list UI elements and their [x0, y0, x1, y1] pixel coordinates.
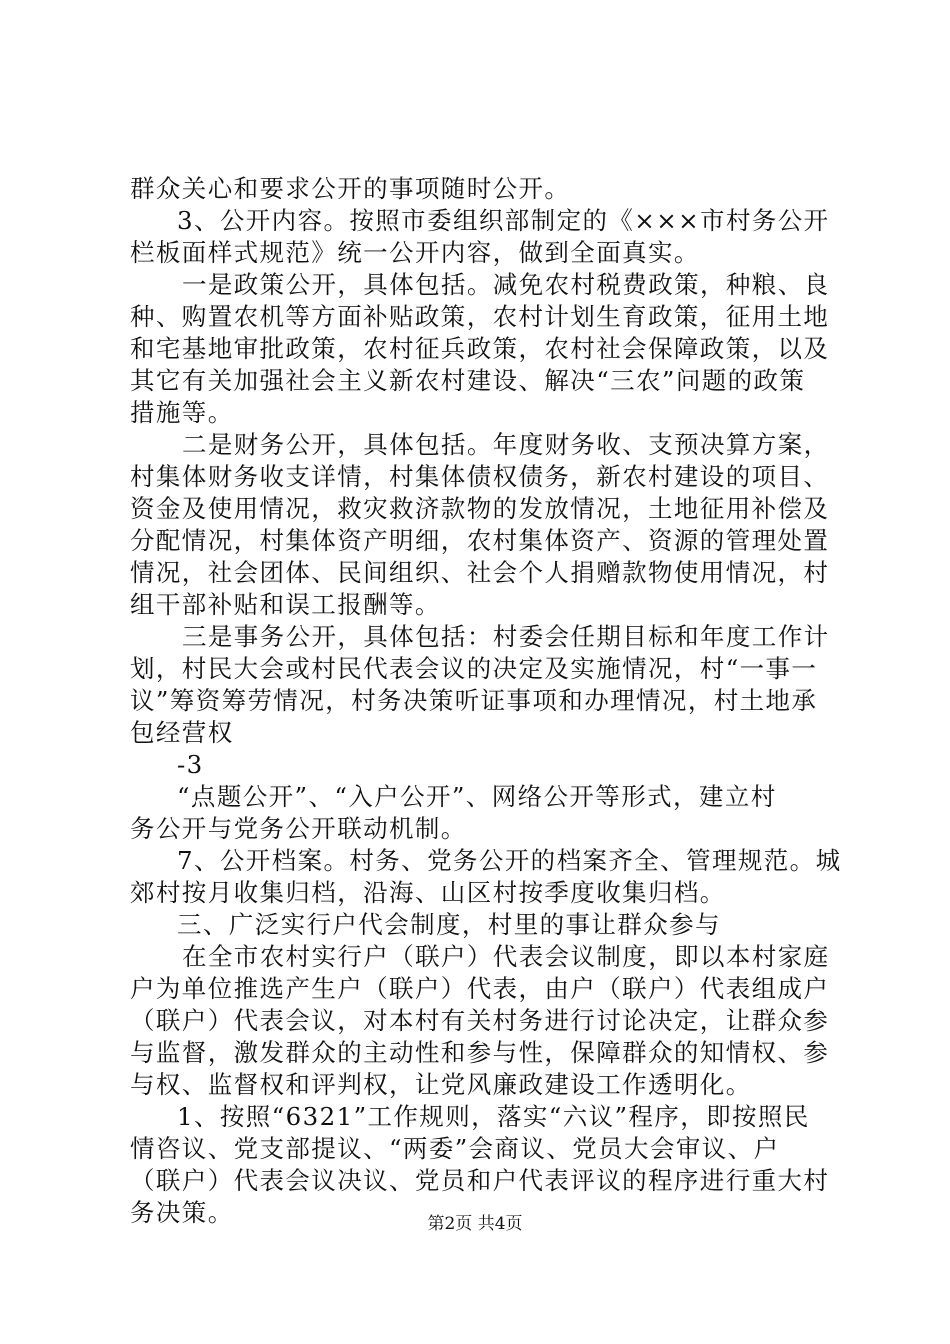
text-line: 情况，社会团体、民间组织、社会个人捐赠款物使用情况，村	[130, 558, 830, 587]
text-line: 郊村按月收集归档，沿海、山区村按季度收集归档。	[130, 878, 726, 907]
text-line: 议”筹资筹劳情况，村务决策听证事项和办理情况，村土地承	[130, 686, 818, 715]
text-line: 3、公开内容。按照市委组织部制定的《×××市村务公开	[177, 206, 830, 235]
section-heading: 三、广泛实行户代会制度，村里的事让群众参与	[177, 910, 721, 939]
text-line: 一是政策公开，具体包括。减免农村税费政策，种粮、良	[182, 270, 830, 299]
text-line: 7、公开档案。村务、党务公开的档案齐全、管理规范。城	[177, 846, 842, 875]
page-marker: -3	[177, 750, 204, 779]
text-line: “点题公开”、“入户公开”、网络公开等形式，建立村	[177, 782, 777, 811]
text-line: 种、购置农机等方面补贴政策，农村计划生育政策，征用土地	[130, 302, 830, 331]
text-line: （联户）代表会议，对本村有关村务进行讨论决定，让群众参	[130, 1006, 830, 1035]
text-line: 包经营权	[130, 718, 234, 747]
text-line: 资金及使用情况，救灾救济款物的发放情况，土地征用补偿及	[130, 494, 830, 523]
page-number-label: 第2页 共4页	[427, 1214, 523, 1234]
text-line: 情咨议、党支部提议、“两委”会商议、党员大会审议、户	[130, 1134, 780, 1163]
text-line: 村集体财务收支详情，村集体债权债务，新农村建设的项目、	[130, 462, 830, 491]
text-line: 在全市农村实行户（联户）代表会议制度，即以本村家庭	[182, 942, 830, 971]
text-line: 栏板面样式规范》统一公开内容，做到全面真实。	[130, 238, 700, 267]
page-footer	[0, 1213, 950, 1235]
text-line: 户为单位推选产生户（联户）代表，由户（联户）代表组成户	[130, 974, 830, 1003]
text-line: 务公开与党务公开联动机制。	[130, 814, 467, 843]
text-line: 务决策。	[130, 1198, 234, 1227]
text-line: 与权、监督权和评判权，让党风廉政建设工作透明化。	[130, 1070, 752, 1099]
text-line: 措施等。	[130, 398, 234, 427]
text-line: 1、按照“6321”工作规则，落实“六议”程序，即按照民	[177, 1102, 810, 1131]
text-line: 与监督，激发群众的主动性和参与性，保障群众的知情权、参	[130, 1038, 830, 1067]
text-line: 划，村民大会或村民代表会议的决定及实施情况，村“一事一	[130, 654, 818, 683]
text-line: 组干部补贴和误工报酬等。	[130, 590, 441, 619]
text-line: 和宅基地审批政策，农村征兵政策，农村社会保障政策，以及	[130, 334, 830, 363]
text-line: 二是财务公开，具体包括。年度财务收、支预决算方案，	[182, 430, 830, 459]
text-line: 其它有关加强社会主义新农村建设、解决“三农”问题的政策	[130, 366, 806, 395]
text-line: 群众关心和要求公开的事项随时公开。	[130, 174, 571, 203]
text-line: 三是事务公开，具体包括：村委会任期目标和年度工作计	[182, 622, 830, 651]
text-line: 分配情况，村集体资产明细，农村集体资产、资源的管理处置	[130, 526, 830, 555]
text-line: （联户）代表会议决议、党员和户代表评议的程序进行重大村	[130, 1166, 830, 1195]
